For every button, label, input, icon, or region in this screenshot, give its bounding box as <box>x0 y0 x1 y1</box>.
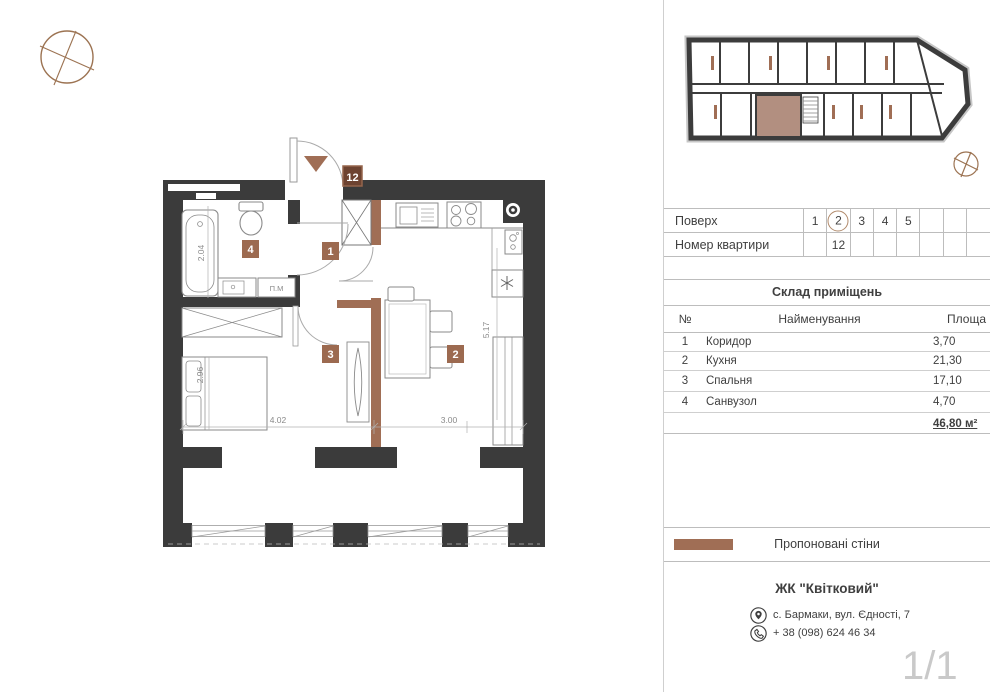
apartment-label: Номер квартири <box>675 238 770 252</box>
stove <box>447 202 481 228</box>
mini-compass-icon <box>954 152 978 177</box>
apartment-cell <box>803 233 826 256</box>
row-name: Спальня <box>706 375 753 387</box>
info-panel <box>663 0 1000 692</box>
compass-icon <box>40 31 94 85</box>
contacts <box>750 606 910 642</box>
wall-niche <box>196 193 216 199</box>
dim-bed: 2.96 <box>195 366 205 384</box>
selected-floor-circle: 2 <box>828 210 849 231</box>
bedroom-badge: 3 <box>327 349 334 361</box>
apartment-number-cell: 12 <box>826 233 849 256</box>
svg-text:12: 12 <box>346 172 359 184</box>
floor-cell <box>943 209 966 232</box>
table-row <box>664 352 990 371</box>
vent-icon <box>506 203 520 217</box>
building-outline <box>689 40 968 138</box>
kitchen-sink <box>396 203 438 227</box>
dining-table <box>385 287 452 378</box>
unit-number-badge <box>343 166 362 186</box>
building-key-plan <box>664 0 1000 200</box>
wall-niche <box>168 184 240 191</box>
toilet <box>239 202 263 235</box>
rooms-table <box>664 279 990 434</box>
console <box>347 342 369 422</box>
washing-machine <box>258 278 295 297</box>
floor-cell <box>966 209 989 232</box>
complex-name: ЖК "Квітковий" <box>775 581 879 596</box>
address-row <box>750 606 910 624</box>
entrance-door <box>290 138 343 187</box>
rooms-table-header <box>664 306 990 333</box>
bedroom-door <box>293 306 337 346</box>
floor-cell <box>919 209 942 232</box>
floor-cell: 1 <box>803 209 826 232</box>
dim-bedroom-width: 4.02 <box>269 415 287 425</box>
apartment-cell <box>919 233 942 256</box>
corridor-badge: 1 <box>327 246 334 258</box>
kitchen-door <box>339 247 373 281</box>
entrance-arrow-icon <box>304 156 328 172</box>
svg-text:П.М: П.М <box>269 284 284 293</box>
location-pin-icon <box>750 607 767 624</box>
row-number: 4 <box>681 396 689 408</box>
apartment-cell <box>850 233 873 256</box>
row-name: Коридор <box>706 336 752 348</box>
apartment-cell <box>896 233 919 256</box>
oven <box>505 230 522 254</box>
floor-cell: 3 <box>850 209 873 232</box>
dim-kitchen-width: 3.00 <box>440 415 458 425</box>
floor-cell: 5 <box>896 209 919 232</box>
apartment-cell <box>943 233 966 256</box>
floor-label: Поверх <box>675 214 718 228</box>
row-name: Кухня <box>706 355 737 367</box>
washbasin <box>218 278 256 297</box>
row-name: Санвузол <box>706 396 757 408</box>
legend <box>664 527 990 562</box>
kitchen-cabinets <box>493 337 523 445</box>
phone-row <box>750 624 910 642</box>
address-text: с. Бармаки, вул. Єдності, 7 <box>773 609 910 621</box>
bathroom-badge: 4 <box>247 244 254 256</box>
kitchen-badge: 2 <box>452 349 459 361</box>
row-area: 17,10 <box>933 375 962 387</box>
rooms-table-title: Склад приміщень <box>664 280 990 306</box>
row-number: 2 <box>681 355 689 367</box>
floor-cell: 4 <box>873 209 896 232</box>
floor-apartment-table <box>664 208 990 257</box>
row-area: 3,70 <box>933 336 956 348</box>
table-row <box>664 392 990 413</box>
apartment-cell <box>873 233 896 256</box>
col-number-header: № <box>678 312 692 326</box>
floor-cell-selected <box>826 209 849 232</box>
wardrobe <box>182 308 282 337</box>
proposed-wall-swatch <box>674 539 733 550</box>
row-area: 21,30 <box>933 355 962 367</box>
col-name-header: Найменування <box>778 312 861 326</box>
phone-icon <box>750 625 767 642</box>
row-number: 3 <box>681 375 689 387</box>
table-row <box>664 371 990 392</box>
legend-label: Пропоновані стіни <box>774 537 880 551</box>
apartment-cell <box>966 233 989 256</box>
dim-bath: 2.04 <box>196 244 206 262</box>
row-number: 1 <box>681 336 689 348</box>
floor-row <box>664 208 990 233</box>
phone-text: + 38 (098) 624 46 34 <box>773 627 876 639</box>
row-area: 4,70 <box>933 396 956 408</box>
highlighted-unit <box>756 95 801 137</box>
total-area: 46,80 м² <box>933 418 978 430</box>
dim-kitchen-depth: 5.17 <box>481 321 491 339</box>
total-row <box>664 413 990 434</box>
table-row <box>664 333 990 352</box>
page-number: 1/1 <box>902 644 958 688</box>
col-area-header: Площа <box>947 312 986 326</box>
apartment-row <box>664 233 990 257</box>
